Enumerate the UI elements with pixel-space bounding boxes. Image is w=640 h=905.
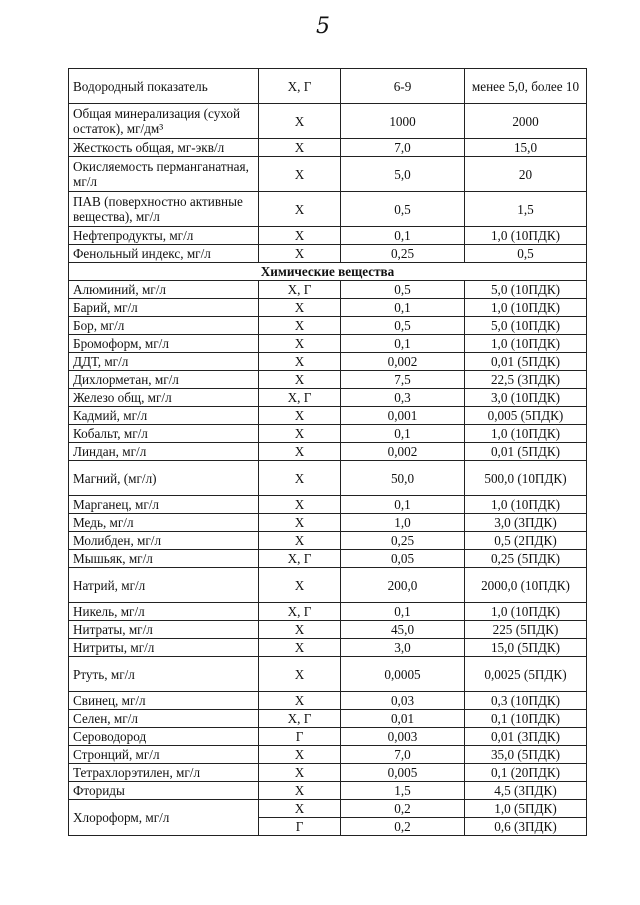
max-value-cell: 1,0 (10ПДК) [465,227,587,245]
indicator-code-cell: Х [259,692,341,710]
section-header-row [69,263,587,281]
max-value-cell: 20 [465,157,587,192]
max-value-cell: 0,1 (10ПДК) [465,710,587,728]
norm-value-cell: 0,5 [341,192,465,227]
indicator-code-cell: Х [259,425,341,443]
indicator-code-cell: Х [259,532,341,550]
table-row [69,353,587,371]
table-row [69,782,587,800]
parameter-name-cell: Мышьяк, мг/л [69,550,259,568]
norm-value-cell: 0,001 [341,407,465,425]
norm-value-cell: 1,5 [341,782,465,800]
parameter-name-cell: Фториды [69,782,259,800]
water-quality-table [68,68,587,836]
norm-value-cell: 0,002 [341,353,465,371]
max-value-cell: 1,0 (10ПДК) [465,425,587,443]
norm-value-cell: 0,25 [341,245,465,263]
parameter-name-cell: Никель, мг/л [69,603,259,621]
norm-value-cell: 0,1 [341,227,465,245]
table-row [69,192,587,227]
table-row [69,532,587,550]
indicator-code-cell: Г [259,728,341,746]
norm-value-cell: 0,03 [341,692,465,710]
indicator-code-cell: Х [259,461,341,496]
parameter-name-cell: Натрий, мг/л [69,568,259,603]
max-value-cell: 0,01 (3ПДК) [465,728,587,746]
norm-value-cell: 0,002 [341,443,465,461]
norm-value-cell: 7,0 [341,746,465,764]
parameter-name-cell: Тетрахлорэтилен, мг/л [69,764,259,782]
max-value-cell: 4,5 (3ПДК) [465,782,587,800]
parameter-name-cell: Водородный показатель [69,69,259,104]
table-row [69,764,587,782]
indicator-code-cell: Х [259,568,341,603]
indicator-code-cell: Х [259,746,341,764]
norm-value-cell: 0,2 [341,800,465,818]
norm-value-cell: 0,5 [341,317,465,335]
table-row [69,69,587,104]
norm-value-cell: 0,05 [341,550,465,568]
parameter-name-cell: Нефтепродукты, мг/л [69,227,259,245]
indicator-code-cell: Г [259,818,341,836]
max-value-cell: 3,0 (3ПДК) [465,514,587,532]
max-value-cell: 0,25 (5ПДК) [465,550,587,568]
norm-value-cell: 0,0005 [341,657,465,692]
parameter-name-cell: Ртуть, мг/л [69,657,259,692]
max-value-cell: 1,0 (5ПДК) [465,800,587,818]
indicator-code-cell: Х [259,514,341,532]
norm-value-cell: 3,0 [341,639,465,657]
parameter-name-cell: Стронций, мг/л [69,746,259,764]
norm-value-cell: 200,0 [341,568,465,603]
norm-value-cell: 1,0 [341,514,465,532]
table-row [69,728,587,746]
max-value-cell: 0,005 (5ПДК) [465,407,587,425]
indicator-code-cell: Х [259,227,341,245]
parameter-name-cell: Жесткость общая, мг-экв/л [69,139,259,157]
max-value-cell: 1,0 (10ПДК) [465,299,587,317]
table-row [69,568,587,603]
parameter-name-cell: Марганец, мг/л [69,496,259,514]
parameter-name-cell: Нитраты, мг/л [69,621,259,639]
indicator-code-cell: Х [259,317,341,335]
indicator-code-cell: Х [259,335,341,353]
parameter-name-cell: Окисляемость перманганатная, мг/л [69,157,259,192]
max-value-cell: 0,6 (3ПДК) [465,818,587,836]
norm-value-cell: 0,5 [341,281,465,299]
indicator-code-cell: Х, Г [259,603,341,621]
parameter-name-cell: Бромоформ, мг/л [69,335,259,353]
norm-value-cell: 45,0 [341,621,465,639]
indicator-code-cell: Х, Г [259,69,341,104]
indicator-code-cell: Х [259,657,341,692]
table-row [69,371,587,389]
parameter-name-cell: Барий, мг/л [69,299,259,317]
table-row [69,514,587,532]
max-value-cell: 1,0 (10ПДК) [465,496,587,514]
table-row [69,603,587,621]
table-row [69,104,587,139]
norm-value-cell: 5,0 [341,157,465,192]
indicator-code-cell: Х [259,353,341,371]
table-row [69,800,587,818]
parameter-name-cell: Кобальт, мг/л [69,425,259,443]
indicator-code-cell: Х [259,639,341,657]
table-row [69,550,587,568]
indicator-code-cell: Х, Г [259,710,341,728]
table-row [69,139,587,157]
table-row [69,657,587,692]
norm-value-cell: 0,01 [341,710,465,728]
parameter-name-cell: Свинец, мг/л [69,692,259,710]
norm-value-cell: 0,1 [341,425,465,443]
max-value-cell: 1,0 (10ПДК) [465,335,587,353]
max-value-cell: 3,0 (10ПДК) [465,389,587,407]
indicator-code-cell: Х [259,245,341,263]
table-row [69,407,587,425]
table-row [69,157,587,192]
max-value-cell: 22,5 (3ПДК) [465,371,587,389]
table-row [69,692,587,710]
max-value-cell: 5,0 (10ПДК) [465,317,587,335]
max-value-cell: 1,5 [465,192,587,227]
table-row [69,227,587,245]
parameter-name-cell: Линдан, мг/л [69,443,259,461]
max-value-cell: 0,1 (20ПДК) [465,764,587,782]
parameter-name-cell: Фенольный индекс, мг/л [69,245,259,263]
max-value-cell: 2000 [465,104,587,139]
indicator-code-cell: Х [259,496,341,514]
max-value-cell: 0,01 (5ПДК) [465,353,587,371]
indicator-code-cell: Х, Г [259,281,341,299]
norm-value-cell: 1000 [341,104,465,139]
indicator-code-cell: Х [259,104,341,139]
parameter-name-cell: Кадмий, мг/л [69,407,259,425]
norm-value-cell: 0,25 [341,532,465,550]
norm-value-cell: 0,3 [341,389,465,407]
table-row [69,639,587,657]
norm-value-cell: 6-9 [341,69,465,104]
max-value-cell: 0,5 [465,245,587,263]
max-value-cell: 15,0 (5ПДК) [465,639,587,657]
table-row [69,389,587,407]
table-row [69,710,587,728]
parameter-name-cell: Хлороформ, мг/л [69,800,259,836]
norm-value-cell: 50,0 [341,461,465,496]
norm-value-cell: 0,1 [341,496,465,514]
norm-value-cell: 0,1 [341,299,465,317]
table-row [69,245,587,263]
parameter-name-cell: ДДТ, мг/л [69,353,259,371]
parameter-name-cell: Алюминий, мг/л [69,281,259,299]
indicator-code-cell: Х [259,139,341,157]
indicator-code-cell: Х [259,192,341,227]
max-value-cell: 2000,0 (10ПДК) [465,568,587,603]
max-value-cell: 15,0 [465,139,587,157]
max-value-cell: 1,0 (10ПДК) [465,603,587,621]
norm-value-cell: 7,5 [341,371,465,389]
max-value-cell: 0,3 (10ПДК) [465,692,587,710]
parameter-name-cell: Бор, мг/л [69,317,259,335]
norm-value-cell: 0,005 [341,764,465,782]
parameter-name-cell: Магний, (мг/л) [69,461,259,496]
table-row [69,281,587,299]
indicator-code-cell: Х [259,299,341,317]
table-row [69,461,587,496]
parameter-name-cell: Сероводород [69,728,259,746]
max-value-cell: 0,5 (2ПДК) [465,532,587,550]
table-row [69,335,587,353]
parameter-name-cell: Селен, мг/л [69,710,259,728]
table-body [69,69,587,836]
indicator-code-cell: Х [259,157,341,192]
page-number: 5 [316,14,330,39]
parameter-name-cell: Молибден, мг/л [69,532,259,550]
max-value-cell: 225 (5ПДК) [465,621,587,639]
norm-value-cell: 0,1 [341,335,465,353]
indicator-code-cell: Х [259,371,341,389]
max-value-cell: 35,0 (5ПДК) [465,746,587,764]
parameter-name-cell: Железо общ, мг/л [69,389,259,407]
table-row [69,425,587,443]
table-row [69,746,587,764]
norm-value-cell: 0,1 [341,603,465,621]
parameter-name-cell: ПАВ (поверхностно активные вещества), мг/л [69,192,259,227]
max-value-cell: 500,0 (10ПДК) [465,461,587,496]
indicator-code-cell: Х [259,782,341,800]
norm-value-cell: 0,2 [341,818,465,836]
indicator-code-cell: Х [259,407,341,425]
norm-value-cell: 7,0 [341,139,465,157]
parameter-name-cell: Медь, мг/л [69,514,259,532]
table-row [69,496,587,514]
section-title: Химические вещества [69,263,587,281]
table-row [69,443,587,461]
indicator-code-cell: Х [259,800,341,818]
table-row [69,299,587,317]
indicator-code-cell: Х, Г [259,550,341,568]
parameter-name-cell: Общая минерализация (сухой остаток), мг/дм³ [69,104,259,139]
indicator-code-cell: Х [259,764,341,782]
table-row [69,317,587,335]
max-value-cell: 0,0025 (5ПДК) [465,657,587,692]
max-value-cell: 0,01 (5ПДК) [465,443,587,461]
indicator-code-cell: Х [259,443,341,461]
max-value-cell: менее 5,0, более 10 [465,69,587,104]
parameter-name-cell: Дихлорметан, мг/л [69,371,259,389]
indicator-code-cell: Х, Г [259,389,341,407]
max-value-cell: 5,0 (10ПДК) [465,281,587,299]
table-row [69,621,587,639]
parameter-name-cell: Нитриты, мг/л [69,639,259,657]
indicator-code-cell: Х [259,621,341,639]
norm-value-cell: 0,003 [341,728,465,746]
